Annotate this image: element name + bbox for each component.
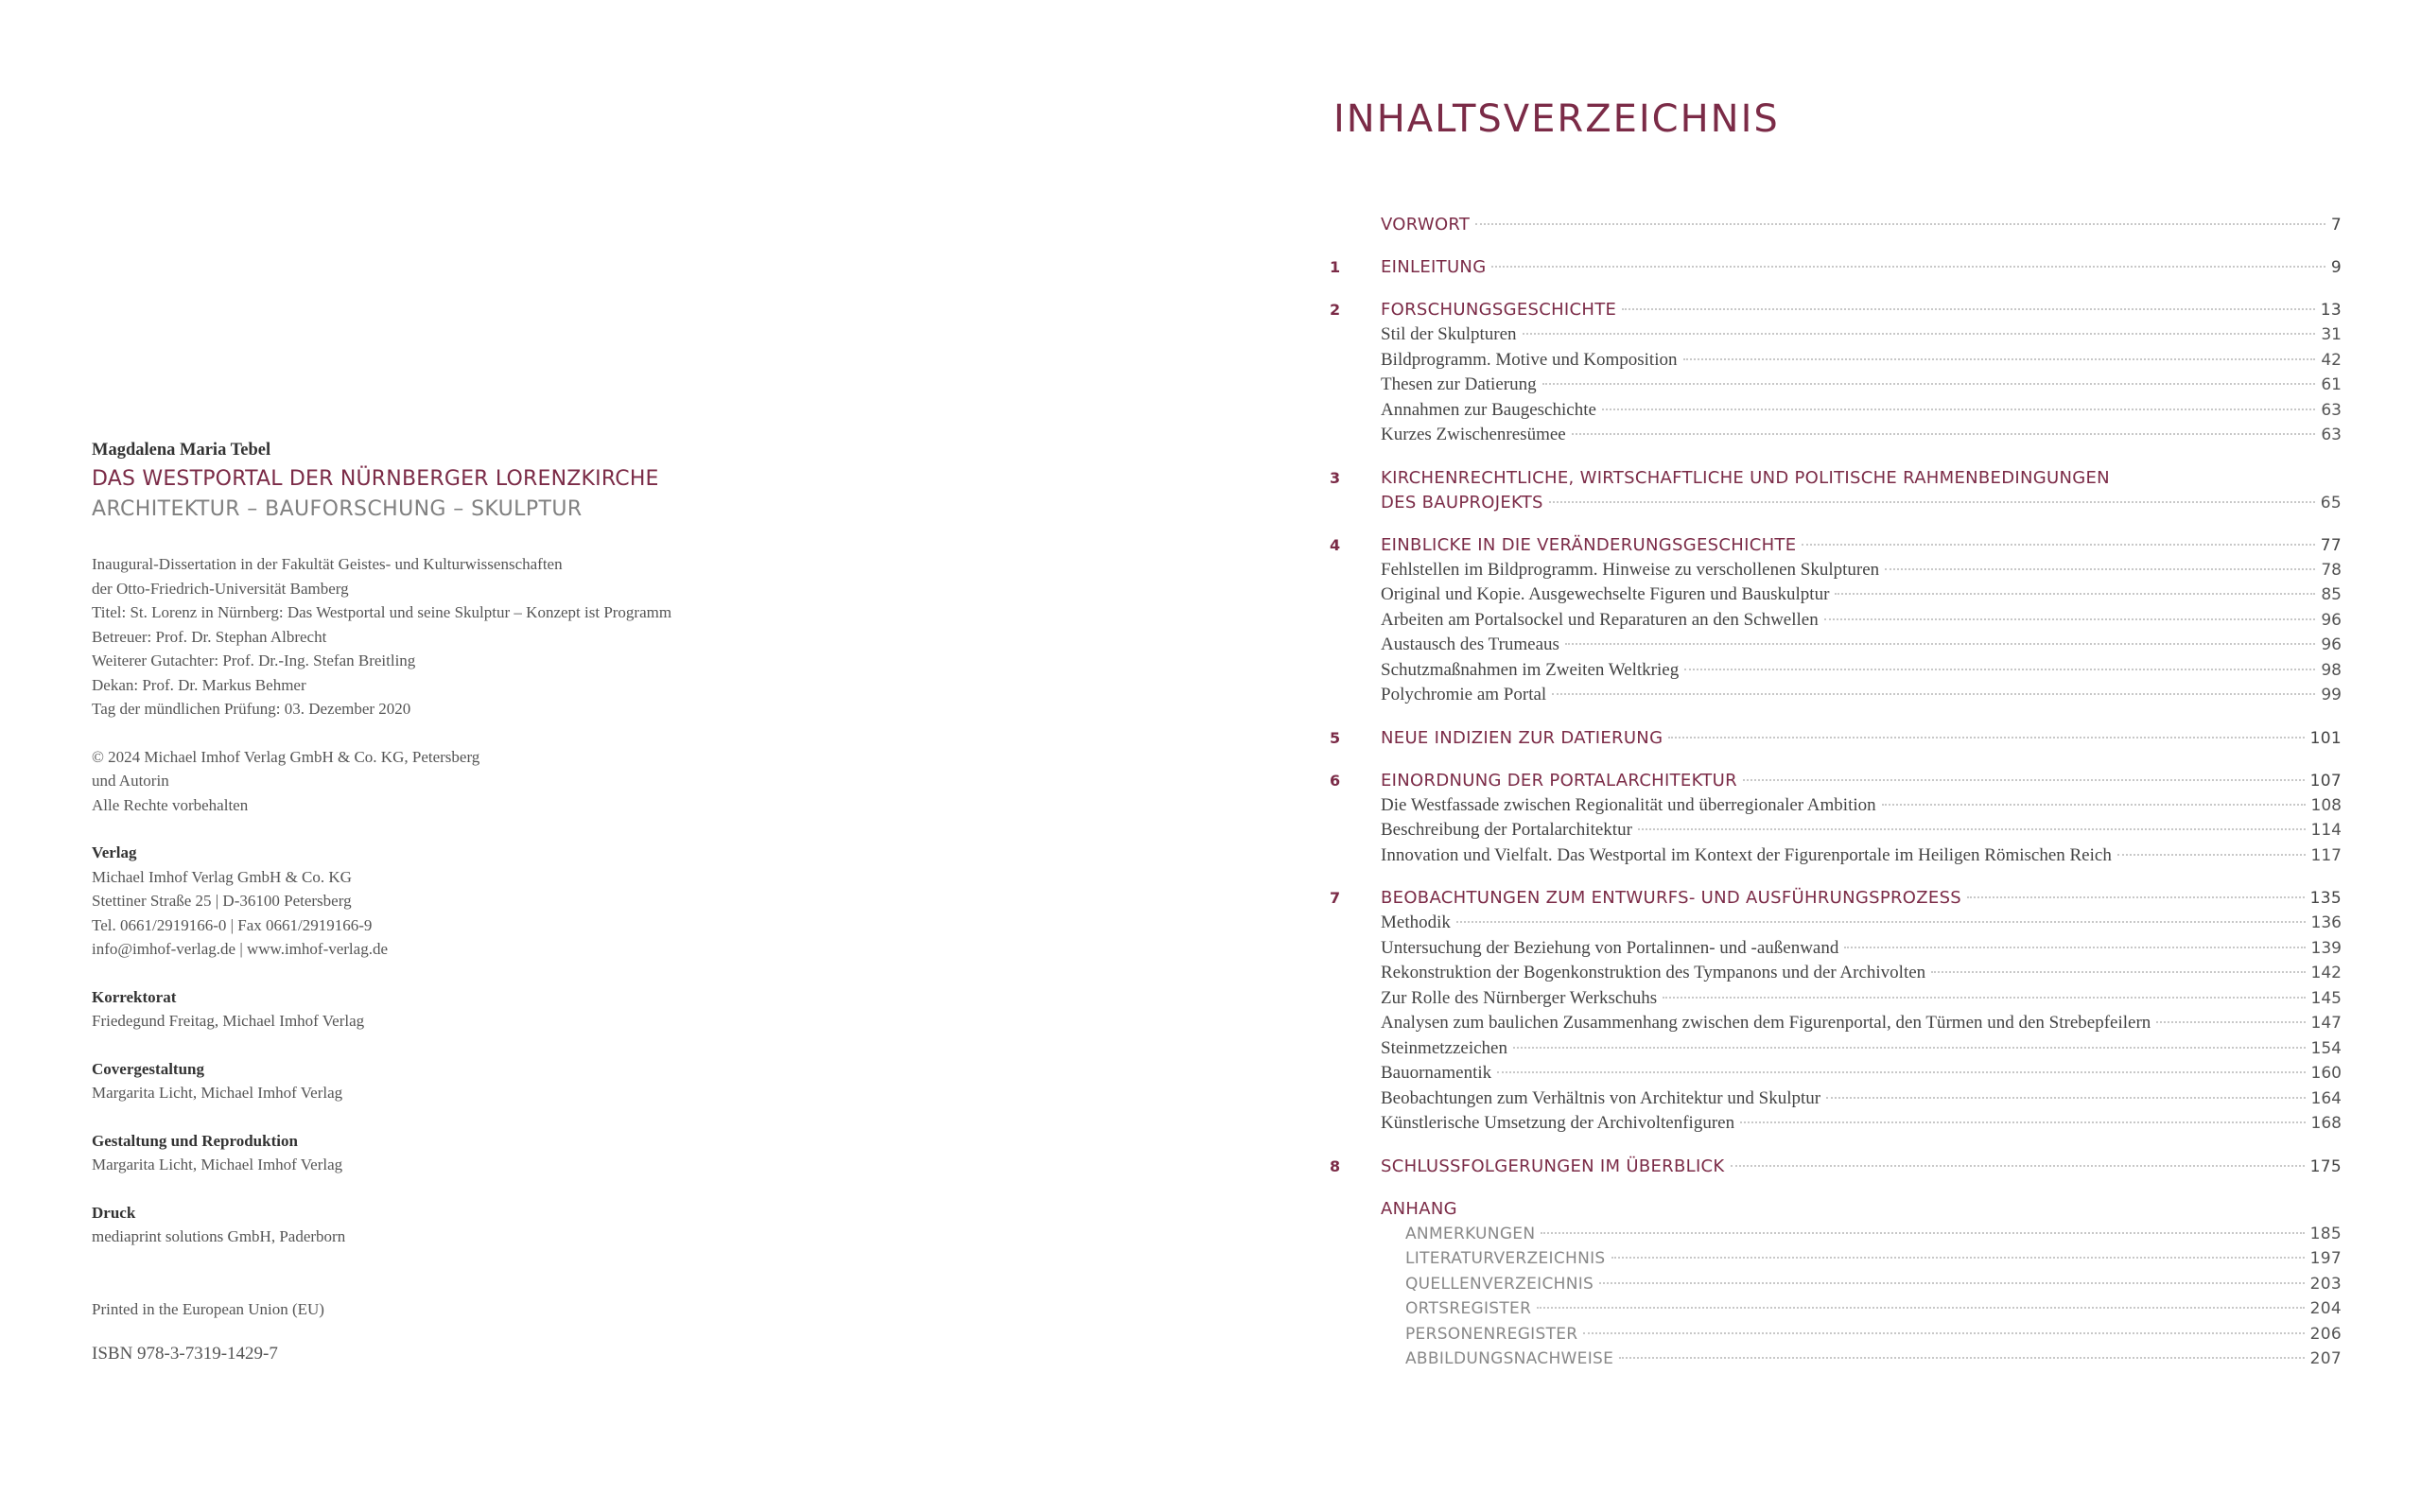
toc-entry-section[interactable] bbox=[1381, 608, 2342, 634]
leader-dots bbox=[1638, 828, 2306, 830]
toc-entry-title: EINORDNUNG DER PORTALARCHITEKTUR bbox=[1381, 770, 1737, 791]
publisher-contact: info@imhof-verlag.de | www.imhof-verlag.de bbox=[92, 940, 388, 958]
toc-foreword bbox=[1330, 213, 2342, 237]
toc-entry-chapter[interactable] bbox=[1381, 298, 2342, 322]
chapter-number: 1 bbox=[1330, 258, 1341, 276]
leader-dots bbox=[1844, 947, 2305, 948]
toc-entry-chapter[interactable] bbox=[1381, 466, 2342, 515]
toc-entry-section[interactable] bbox=[1381, 843, 2342, 869]
toc-chapter-7 bbox=[1330, 886, 2342, 1137]
toc-page-number: 9 bbox=[2330, 258, 2342, 277]
leader-dots bbox=[1513, 1047, 2306, 1049]
toc-page-number: 185 bbox=[2309, 1224, 2342, 1243]
toc-entry-title: LITERATURVERZEICHNIS bbox=[1405, 1249, 1606, 1268]
toc-entry-title: Untersuchung der Beziehung von Portalinnen- und -außenwand bbox=[1381, 937, 1839, 958]
toc-page-number: 147 bbox=[2310, 1014, 2342, 1033]
leader-dots bbox=[1619, 1357, 2304, 1359]
leader-dots bbox=[1541, 1232, 2304, 1234]
toc-entry-title: QUELLENVERZEICHNIS bbox=[1405, 1274, 1594, 1294]
toc-page-number: 108 bbox=[2310, 795, 2342, 815]
toc-entry-title: ANHANG bbox=[1381, 1198, 1457, 1219]
toc-entry-section[interactable] bbox=[1381, 818, 2342, 843]
leader-dots bbox=[1572, 433, 2316, 435]
book-subtitle: ARCHITEKTUR – BAUFORSCHUNG – SKULPTUR bbox=[92, 497, 583, 521]
toc-page-number: 139 bbox=[2310, 938, 2342, 958]
toc-entry-title: FORSCHUNGSGESCHICHTE bbox=[1381, 300, 1617, 320]
toc-page-number: 203 bbox=[2309, 1274, 2342, 1294]
leader-dots bbox=[2117, 854, 2306, 856]
toc-entry-section[interactable] bbox=[1381, 683, 2342, 708]
toc-entry-chapter[interactable] bbox=[1381, 533, 2342, 558]
toc-entry-title: Polychromie am Portal bbox=[1381, 685, 1547, 704]
toc-page-number: 175 bbox=[2309, 1156, 2342, 1176]
leader-dots bbox=[1684, 669, 2315, 670]
toc-entry-section[interactable] bbox=[1381, 1111, 2342, 1137]
toc-page-number: 85 bbox=[2321, 585, 2342, 604]
toc-page-number: 160 bbox=[2310, 1064, 2342, 1083]
toc-entry-title: Rekonstruktion der Bogenkonstruktion des Tympanons und der Archivolten bbox=[1381, 963, 1926, 982]
toc-entry-appendix-item[interactable] bbox=[1405, 1222, 2342, 1247]
leader-dots bbox=[1663, 997, 2305, 999]
toc-page-number: 63 bbox=[2321, 400, 2342, 420]
toc-entry-title: Analysen zum baulichen Zusammenhang zwischen dem Figurenportal, den Türmen und den Strebepfeilern bbox=[1381, 1013, 2151, 1033]
toc-chapter-1 bbox=[1330, 255, 2342, 280]
leader-dots bbox=[1885, 568, 2315, 570]
leader-dots bbox=[1497, 1071, 2305, 1073]
toc-entry-section[interactable] bbox=[1381, 582, 2342, 608]
toc-entry-anhang[interactable] bbox=[1381, 1197, 2342, 1222]
toc-entry-title: Austausch des Trumeaus bbox=[1381, 634, 1559, 654]
toc-chapter-8 bbox=[1330, 1155, 2342, 1179]
toc-entry-title: Zur Rolle des Nürnberger Werkschuhs bbox=[1381, 987, 1658, 1008]
toc-page-number: 114 bbox=[2310, 821, 2342, 840]
toc-entry-title-line1: KIRCHENRECHTLICHE, WIRTSCHAFTLICHE UND POLITISCHE RAHMENBEDINGUNGEN bbox=[1381, 467, 2110, 488]
leader-dots bbox=[1731, 1165, 2305, 1167]
imprint-page bbox=[0, 0, 1210, 1512]
toc-page-number: 207 bbox=[2309, 1349, 2342, 1368]
dissertation-line: Weiterer Gutachter: Prof. Dr.-Ing. Stefan Breitling bbox=[92, 652, 416, 669]
publisher-line: Michael Imhof Verlag GmbH & Co. KG bbox=[92, 867, 352, 886]
toc-entry-section[interactable] bbox=[1381, 986, 2342, 1012]
print-heading: Druck bbox=[92, 1203, 136, 1222]
imprint-block bbox=[92, 438, 943, 1384]
toc-page-number: 65 bbox=[2320, 493, 2342, 513]
toc-page-number: 136 bbox=[2310, 913, 2342, 932]
toc-entry-title: Steinmetzzeichen bbox=[1381, 1037, 1507, 1058]
copyright-block bbox=[92, 745, 943, 818]
toc-page-number: 107 bbox=[2309, 771, 2342, 791]
toc-entry-title: Methodik bbox=[1381, 912, 1451, 932]
toc-page-number: 145 bbox=[2310, 988, 2342, 1008]
printed-in: Printed in the European Union (EU) bbox=[92, 1299, 324, 1318]
dissertation-line: der Otto-Friedrich-Universität Bamberg bbox=[92, 579, 349, 598]
isbn: ISBN 978-3-7319-1429-7 bbox=[92, 1344, 278, 1364]
dissertation-line: Betreuer: Prof. Dr. Stephan Albrecht bbox=[92, 627, 327, 646]
cover-design-block bbox=[92, 1057, 943, 1105]
toc-entry-title: Die Westfassade zwischen Regionalität und überregionaler Ambition bbox=[1381, 794, 1876, 815]
toc-entry-section[interactable] bbox=[1381, 322, 2342, 348]
table-of-contents bbox=[1330, 213, 2342, 1372]
print-block bbox=[92, 1201, 943, 1249]
toc-page-number: 99 bbox=[2321, 686, 2342, 704]
toc-entry-appendix-item[interactable] bbox=[1405, 1347, 2342, 1372]
proofreading-block bbox=[92, 985, 943, 1034]
toc-entry-title: NEUE INDIZIEN ZUR DATIERUNG bbox=[1381, 727, 1663, 748]
chapter-number: 8 bbox=[1330, 1156, 1341, 1175]
leader-dots bbox=[1882, 804, 2306, 806]
dissertation-line: Titel: St. Lorenz in Nürnberg: Das Westportal und seine Skulptur – Konzept ist Programm bbox=[92, 603, 672, 621]
toc-entry-section[interactable] bbox=[1381, 423, 2342, 448]
chapter-number: 3 bbox=[1330, 468, 1341, 487]
leader-dots bbox=[1552, 693, 2315, 695]
toc-entry-section[interactable] bbox=[1381, 633, 2342, 658]
toc-page-number: 168 bbox=[2310, 1114, 2342, 1133]
toc-chapter-5 bbox=[1330, 726, 2342, 751]
leader-dots bbox=[1622, 308, 2315, 310]
toc-appendix bbox=[1330, 1197, 2342, 1372]
toc-page-number: 96 bbox=[2321, 635, 2342, 654]
author-name: Magdalena Maria Tebel bbox=[92, 441, 271, 460]
toc-entry-section[interactable] bbox=[1381, 558, 2342, 583]
toc-entry-appendix-item[interactable] bbox=[1405, 1296, 2342, 1322]
leader-dots bbox=[1683, 358, 2316, 360]
toc-entry-section[interactable] bbox=[1381, 961, 2342, 986]
toc-entry-appendix-item[interactable] bbox=[1405, 1272, 2342, 1297]
toc-entry-chapter[interactable] bbox=[1381, 255, 2342, 280]
toc-entry-title: VORWORT bbox=[1381, 215, 1471, 235]
leader-dots bbox=[1491, 266, 2325, 268]
dissertation-line: Inaugural-Dissertation in der Fakultät Geistes- und Kulturwissenschaften bbox=[92, 555, 563, 573]
leader-dots bbox=[1549, 501, 2315, 503]
toc-entry-title: Stil der Skulpturen bbox=[1381, 324, 1517, 344]
toc-entry-title: DES BAUPROJEKTS bbox=[1381, 492, 1543, 513]
toc-entry-title: Arbeiten am Portalsockel und Reparaturen an den Schwellen bbox=[1381, 609, 1819, 630]
dissertation-line: Tag der mündlichen Prüfung: 03. Dezember 2020 bbox=[92, 700, 411, 718]
leader-dots bbox=[1602, 408, 2315, 410]
toc-page-number: 142 bbox=[2310, 964, 2342, 982]
toc-entry-title-line2 bbox=[1381, 491, 2342, 515]
book-title: DAS WESTPORTAL DER NÜRNBERGER LORENZKIRCHE bbox=[92, 467, 659, 491]
toc-entry-title: Thesen zur Datierung bbox=[1381, 374, 1537, 394]
toc-entry-appendix-item[interactable] bbox=[1405, 1322, 2342, 1347]
proofreading-text: Friedegund Freitag, Michael Imhof Verlag bbox=[92, 1012, 365, 1030]
chapter-number: 7 bbox=[1330, 889, 1341, 907]
leader-dots bbox=[1537, 1307, 2304, 1309]
toc-entry-title: SCHLUSSFOLGERUNGEN IM ÜBERBLICK bbox=[1381, 1156, 1725, 1176]
toc-entry-chapter[interactable] bbox=[1381, 726, 2342, 751]
toc-entry-title: Original und Kopie. Ausgewechselte Figuren und Bauskulptur bbox=[1381, 584, 1830, 604]
toc-entry-section[interactable] bbox=[1381, 348, 2342, 374]
toc-page-number: 135 bbox=[2309, 889, 2342, 908]
toc-chapter-3 bbox=[1330, 466, 2342, 515]
leader-dots bbox=[1802, 544, 2314, 546]
toc-entry-section[interactable] bbox=[1381, 1086, 2342, 1112]
toc-entry-title: Schutzmaßnahmen im Zweiten Weltkrieg bbox=[1381, 659, 1680, 680]
toc-entry-appendix-item[interactable] bbox=[1405, 1246, 2342, 1272]
toc-chapter-6 bbox=[1330, 769, 2342, 869]
toc-page-number: 77 bbox=[2320, 535, 2342, 555]
toc-entry-section[interactable] bbox=[1381, 911, 2342, 936]
leader-dots bbox=[1826, 1097, 2305, 1099]
toc-entry-title: Innovation und Vielfalt. Das Westportal im Kontext der Figurenportale im Heiligen Römischen Reich bbox=[1381, 844, 2112, 865]
toc-page-number: 42 bbox=[2321, 350, 2342, 370]
toc-page-number: 96 bbox=[2321, 610, 2342, 630]
leader-dots bbox=[1542, 383, 2316, 385]
leader-dots bbox=[1475, 223, 2325, 225]
toc-entry-title: EINBLICKE IN DIE VERÄNDERUNGSGESCHICHTE bbox=[1381, 534, 1797, 555]
toc-page bbox=[1210, 0, 2421, 1512]
leader-dots bbox=[1743, 779, 2305, 781]
toc-entry-section[interactable] bbox=[1381, 658, 2342, 684]
toc-entry-title: ANMERKUNGEN bbox=[1405, 1224, 1536, 1243]
dissertation-info bbox=[92, 552, 943, 721]
toc-entry-title: Kurzes Zwischenresümee bbox=[1381, 425, 1566, 444]
toc-page-number: 61 bbox=[2321, 375, 2342, 394]
copyright-line: Alle Rechte vorbehalten bbox=[92, 795, 249, 814]
toc-entry-section[interactable] bbox=[1381, 373, 2342, 398]
copyright-line: © 2024 Michael Imhof Verlag GmbH & Co. KG, Petersberg bbox=[92, 747, 480, 766]
toc-entry-chapter[interactable] bbox=[1381, 769, 2342, 793]
toc-entry-section[interactable] bbox=[1381, 398, 2342, 424]
toc-entry-section[interactable] bbox=[1381, 1061, 2342, 1086]
leader-dots bbox=[1599, 1282, 2305, 1284]
layout-text: Margarita Licht, Michael Imhof Verlag bbox=[92, 1156, 343, 1173]
copyright-line: und Autorin bbox=[92, 772, 169, 790]
leader-dots bbox=[1931, 971, 2305, 973]
toc-page-number: 98 bbox=[2321, 660, 2342, 680]
leader-dots bbox=[2156, 1021, 2305, 1023]
publisher-line: Stettiner Straße 25 | D-36100 Petersberg bbox=[92, 892, 352, 910]
toc-entry-title: ORTSREGISTER bbox=[1405, 1299, 1532, 1318]
toc-page-number: 164 bbox=[2310, 1088, 2342, 1108]
toc-entry-title: BEOBACHTUNGEN ZUM ENTWURFS- UND AUSFÜHRUNGSPROZESS bbox=[1381, 888, 1962, 908]
toc-page-number: 13 bbox=[2320, 301, 2342, 320]
toc-entry-title: Künstlerische Umsetzung der Archivoltenfiguren bbox=[1381, 1113, 1735, 1133]
toc-entry-title: Bildprogramm. Motive und Komposition bbox=[1381, 349, 1678, 370]
toc-entry-title: Beobachtungen zum Verhältnis von Architektur und Skulptur bbox=[1381, 1087, 1821, 1108]
toc-page-number: 31 bbox=[2321, 325, 2342, 344]
leader-dots bbox=[1967, 896, 2305, 898]
toc-page-number: 117 bbox=[2310, 845, 2342, 865]
publisher-block bbox=[92, 841, 943, 962]
leader-dots bbox=[1583, 1332, 2304, 1334]
print-text: mediaprint solutions GmbH, Paderborn bbox=[92, 1227, 346, 1245]
toc-entry-chapter[interactable] bbox=[1381, 1155, 2342, 1179]
toc-page-number: 206 bbox=[2309, 1324, 2342, 1344]
toc-page-number: 154 bbox=[2310, 1038, 2342, 1058]
chapter-number: 6 bbox=[1330, 771, 1341, 790]
toc-entry-title: ABBILDUNGSNACHWEISE bbox=[1405, 1349, 1614, 1368]
dissertation-line: Dekan: Prof. Dr. Markus Behmer bbox=[92, 675, 306, 694]
toc-page-number: 197 bbox=[2309, 1249, 2342, 1268]
leader-dots bbox=[1668, 737, 2304, 739]
toc-entry-chapter[interactable] bbox=[1381, 886, 2342, 911]
leader-dots bbox=[1824, 618, 2316, 620]
leader-dots bbox=[1611, 1257, 2305, 1259]
publisher-heading: Verlag bbox=[92, 843, 137, 861]
leader-dots bbox=[1456, 921, 2306, 923]
toc-entry-section[interactable] bbox=[1381, 1011, 2342, 1036]
toc-entry-title: Beschreibung der Portalarchitektur bbox=[1381, 820, 1632, 840]
toc-page-number: 204 bbox=[2309, 1299, 2342, 1318]
cover-design-text: Margarita Licht, Michael Imhof Verlag bbox=[92, 1084, 343, 1102]
leader-dots bbox=[1523, 333, 2316, 335]
toc-entry-title: Fehlstellen im Bildprogramm. Hinweise zu verschollenen Skulpturen bbox=[1381, 559, 1880, 580]
toc-entry-section[interactable] bbox=[1381, 936, 2342, 962]
proofreading-heading: Korrektorat bbox=[92, 987, 177, 1006]
leader-dots bbox=[1835, 593, 2315, 595]
layout-block bbox=[92, 1129, 943, 1177]
toc-entry-section[interactable] bbox=[1381, 793, 2342, 819]
publisher-line: Tel. 0661/2919166-0 | Fax 0661/2919166-9 bbox=[92, 915, 373, 934]
chapter-number: 2 bbox=[1330, 301, 1341, 319]
layout-heading: Gestaltung und Reproduktion bbox=[92, 1131, 298, 1150]
toc-entry-title: PERSONENREGISTER bbox=[1405, 1324, 1578, 1344]
chapter-number: 4 bbox=[1330, 535, 1341, 554]
leader-dots bbox=[1740, 1121, 2305, 1123]
toc-entry-title: Bauornamentik bbox=[1381, 1063, 1492, 1083]
toc-entry-title: Annahmen zur Baugeschichte bbox=[1381, 399, 1596, 420]
toc-chapter-2 bbox=[1330, 298, 2342, 448]
toc-entry-title: EINLEITUNG bbox=[1381, 257, 1487, 277]
toc-entry-vorwort[interactable] bbox=[1381, 213, 2342, 237]
chapter-number: 5 bbox=[1330, 728, 1341, 747]
leader-dots bbox=[1565, 643, 2315, 645]
toc-page-number: 7 bbox=[2330, 216, 2342, 235]
toc-page-number: 63 bbox=[2321, 426, 2342, 444]
toc-heading: INHALTSVERZEICHNIS bbox=[1333, 97, 1780, 141]
cover-design-heading: Covergestaltung bbox=[92, 1059, 204, 1078]
toc-chapter-4 bbox=[1330, 533, 2342, 708]
toc-entry-section[interactable] bbox=[1381, 1036, 2342, 1062]
toc-page-number: 78 bbox=[2321, 560, 2342, 580]
toc-page-number: 101 bbox=[2309, 728, 2342, 748]
